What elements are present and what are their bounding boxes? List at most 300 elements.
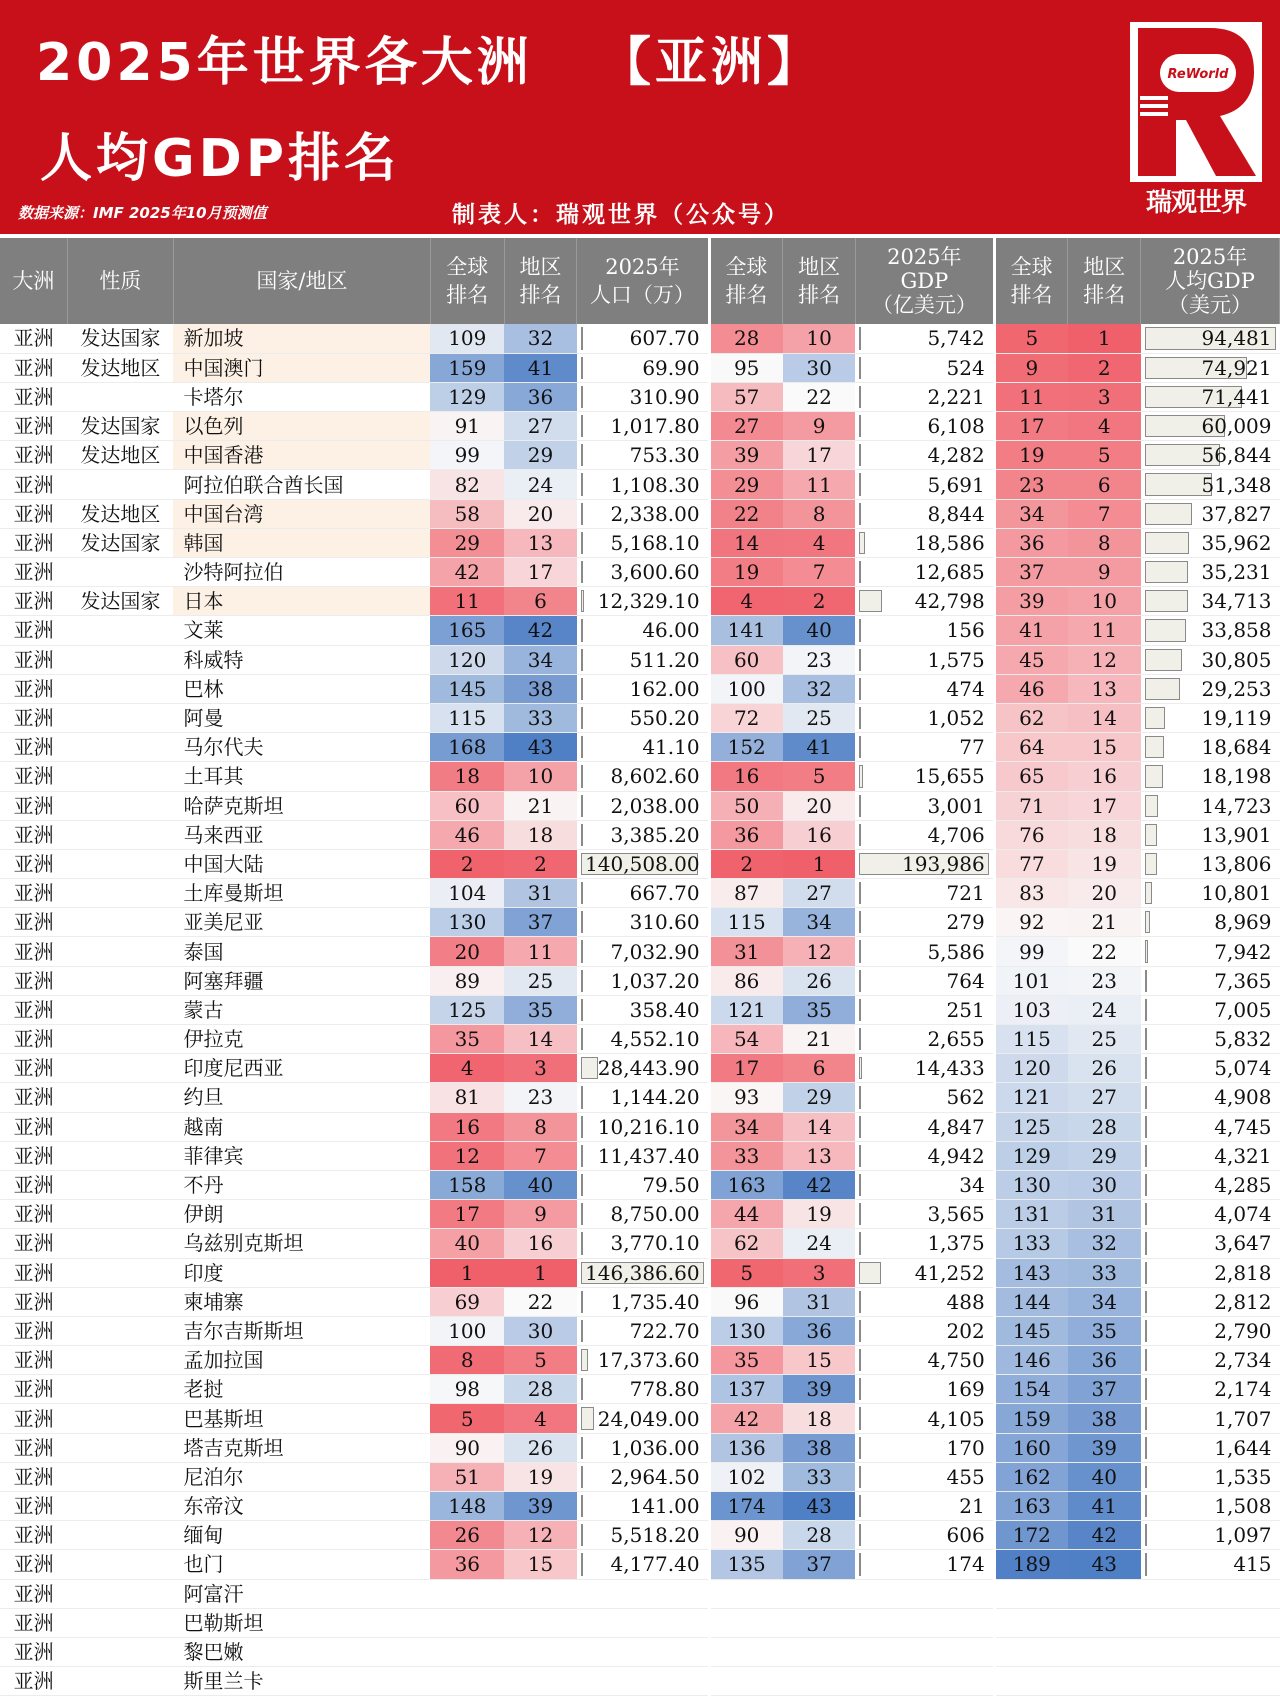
gdp-region-rank-cell: 8 — [783, 499, 856, 528]
pop-bar — [581, 999, 583, 1021]
gdp-region-rank-cell: 35 — [783, 995, 856, 1024]
pcgdp-bar — [1145, 1291, 1147, 1313]
nature-cell — [67, 879, 173, 908]
continent-cell: 亚洲 — [0, 616, 67, 645]
gdp-bar — [859, 911, 861, 933]
pop-global-rank-cell: 69 — [430, 1287, 504, 1316]
pc-global-rank-cell — [994, 1579, 1068, 1608]
table-row — [0, 1287, 1280, 1316]
pc-global-rank-cell: 34 — [994, 499, 1068, 528]
gdp-bar — [859, 678, 861, 700]
pop-global-rank-cell: 40 — [430, 1229, 504, 1258]
gdp-value: 8,844 — [927, 501, 985, 526]
continent-cell: 亚洲 — [0, 937, 67, 966]
pop-value: 1,735.40 — [610, 1289, 700, 1314]
continent-cell: 亚洲 — [0, 1346, 67, 1375]
pop-bar — [581, 824, 583, 846]
continent-cell: 亚洲 — [0, 1579, 67, 1608]
pc-global-rank-cell: 92 — [994, 908, 1068, 937]
pop-global-rank-cell: 98 — [430, 1375, 504, 1404]
pop-global-rank-cell: 148 — [430, 1492, 504, 1521]
gdp-value: 721 — [946, 881, 985, 906]
pcgdp-cell — [1141, 1287, 1280, 1316]
pop-region-rank-cell: 9 — [504, 1200, 577, 1229]
pop-cell — [577, 558, 709, 587]
gdp-global-rank-cell: 28 — [709, 324, 783, 353]
gdp-cell — [855, 1492, 994, 1521]
gdp-cell — [855, 470, 994, 499]
country-cell: 中国澳门 — [173, 353, 430, 382]
pop-cell — [577, 470, 709, 499]
pop-global-rank-cell: 46 — [430, 820, 504, 849]
pop-region-rank-cell: 40 — [504, 1170, 577, 1199]
pcgdp-cell — [1141, 441, 1280, 470]
continent-cell: 亚洲 — [0, 1229, 67, 1258]
gdp-global-rank-cell: 87 — [709, 879, 783, 908]
gdp-bar — [859, 619, 861, 641]
nature-cell — [67, 1229, 173, 1258]
gdp-global-rank-cell: 5 — [709, 1258, 783, 1287]
table-row — [0, 324, 1280, 353]
nature-cell: 发达地区 — [67, 441, 173, 470]
pc-region-rank-cell: 11 — [1068, 616, 1141, 645]
pcgdp-cell — [1141, 995, 1280, 1024]
pcgdp-bar — [1145, 1320, 1147, 1342]
pop-bar — [581, 327, 583, 350]
pc-global-rank-cell: 144 — [994, 1287, 1068, 1316]
pcgdp-value: 56,844 — [1201, 443, 1272, 468]
pop-global-rank-cell: 145 — [430, 674, 504, 703]
pcgdp-value: 5,832 — [1214, 1027, 1272, 1052]
pop-bar — [581, 619, 583, 641]
gdp-region-rank-cell: 29 — [783, 1083, 856, 1112]
pcgdp-value: 33,858 — [1201, 618, 1272, 643]
table-row — [0, 1433, 1280, 1462]
gdp-bar — [859, 444, 861, 466]
pcgdp-cell — [1141, 616, 1280, 645]
country-cell: 孟加拉国 — [173, 1346, 430, 1375]
pop-value: 722.70 — [629, 1318, 700, 1343]
pcgdp-bar — [1145, 765, 1164, 787]
pop-global-rank-cell: 129 — [430, 382, 504, 411]
col-continent: 大洲 — [0, 238, 67, 324]
gdp-global-rank-cell: 141 — [709, 616, 783, 645]
gdp-global-rank-cell: 93 — [709, 1083, 783, 1112]
pop-value: 162.00 — [629, 676, 700, 701]
pcgdp-value: 34,713 — [1201, 589, 1272, 614]
pop-cell — [577, 1608, 709, 1637]
pop-bar — [581, 707, 583, 729]
country-cell: 吉尔吉斯斯坦 — [173, 1316, 430, 1345]
country-cell: 巴基斯坦 — [173, 1404, 430, 1433]
gdp-region-rank-cell: 11 — [783, 470, 856, 499]
pop-value: 141.00 — [629, 1494, 700, 1519]
gdp-region-rank-cell — [783, 1637, 856, 1666]
pop-value: 10,216.10 — [597, 1114, 700, 1139]
pop-value: 1,017.80 — [610, 414, 700, 439]
pop-cell — [577, 1025, 709, 1054]
gdp-global-rank-cell: 152 — [709, 733, 783, 762]
gdp-global-rank-cell: 33 — [709, 1141, 783, 1170]
pcgdp-bar — [1145, 1145, 1147, 1167]
gdp-bar — [859, 1262, 880, 1284]
continent-cell: 亚洲 — [0, 1404, 67, 1433]
gdp-value: 524 — [946, 355, 985, 380]
gdp-global-rank-cell: 163 — [709, 1170, 783, 1199]
continent-cell: 亚洲 — [0, 1462, 67, 1491]
pop-global-rank-cell: 18 — [430, 762, 504, 791]
country-cell: 柬埔寨 — [173, 1287, 430, 1316]
pop-bar — [581, 911, 583, 933]
pcgdp-bar — [1145, 824, 1157, 846]
table-row — [0, 645, 1280, 674]
pcgdp-bar — [1145, 970, 1148, 992]
pcgdp-bar — [1145, 1349, 1147, 1371]
pcgdp-value: 4,321 — [1214, 1143, 1272, 1168]
gdp-value: 279 — [946, 910, 985, 935]
gdp-bar — [859, 1145, 861, 1167]
pop-region-rank-cell: 3 — [504, 1054, 577, 1083]
pc-global-rank-cell: 23 — [994, 470, 1068, 499]
gdp-region-rank-cell — [783, 1667, 856, 1696]
col-gdp: 2025年 GDP （亿美元） — [855, 238, 994, 324]
table-row — [0, 1054, 1280, 1083]
pop-region-rank-cell: 28 — [504, 1375, 577, 1404]
pop-global-rank-cell: 17 — [430, 1200, 504, 1229]
pop-bar — [581, 1320, 583, 1342]
table-row — [0, 470, 1280, 499]
pop-value: 511.20 — [629, 647, 700, 672]
pcgdp-cell — [1141, 674, 1280, 703]
pcgdp-bar — [1145, 853, 1157, 875]
pop-value: 41.10 — [642, 735, 700, 760]
gdp-region-rank-cell: 13 — [783, 1141, 856, 1170]
pop-global-rank-cell: 11 — [430, 587, 504, 616]
gdp-value: 6,108 — [927, 414, 985, 439]
pop-region-rank-cell: 36 — [504, 382, 577, 411]
pop-global-rank-cell: 5 — [430, 1404, 504, 1433]
country-cell: 缅甸 — [173, 1521, 430, 1550]
pop-cell — [577, 528, 709, 557]
pop-region-rank-cell: 32 — [504, 324, 577, 353]
pop-global-rank-cell: 20 — [430, 937, 504, 966]
pc-global-rank-cell: 17 — [994, 412, 1068, 441]
country-cell: 斯里兰卡 — [173, 1667, 430, 1696]
gdp-region-rank-cell: 26 — [783, 966, 856, 995]
country-cell: 越南 — [173, 1112, 430, 1141]
pcgdp-value: 8,969 — [1214, 910, 1272, 935]
pcgdp-bar — [1145, 590, 1188, 612]
gdp-region-rank-cell: 43 — [783, 1492, 856, 1521]
continent-cell: 亚洲 — [0, 1170, 67, 1199]
gdp-cell — [855, 499, 994, 528]
pc-region-rank-cell: 2 — [1068, 353, 1141, 382]
table-row — [0, 908, 1280, 937]
pop-cell — [577, 820, 709, 849]
gdp-region-rank-cell: 19 — [783, 1200, 856, 1229]
pc-region-rank-cell: 17 — [1068, 791, 1141, 820]
pop-region-rank-cell: 25 — [504, 966, 577, 995]
pop-region-rank-cell — [504, 1667, 577, 1696]
pc-region-rank-cell: 36 — [1068, 1346, 1141, 1375]
pop-region-rank-cell: 37 — [504, 908, 577, 937]
pop-bar — [581, 532, 583, 554]
pc-global-rank-cell: 172 — [994, 1521, 1068, 1550]
gdp-cell — [855, 1462, 994, 1491]
table-row — [0, 937, 1280, 966]
gdp-cell — [855, 849, 994, 878]
country-cell: 日本 — [173, 587, 430, 616]
pc-region-rank-cell: 9 — [1068, 558, 1141, 587]
table-row — [0, 1170, 1280, 1199]
col-country: 国家/地区 — [173, 238, 430, 324]
pop-cell — [577, 1550, 709, 1579]
pcgdp-value: 94,481 — [1201, 326, 1272, 351]
pcgdp-cell — [1141, 412, 1280, 441]
gdp-global-rank-cell: 31 — [709, 937, 783, 966]
nature-cell — [67, 1170, 173, 1199]
pcgdp-value: 35,962 — [1201, 530, 1272, 555]
pop-region-rank-cell: 22 — [504, 1287, 577, 1316]
pcgdp-bar — [1145, 1174, 1147, 1196]
nature-cell — [67, 849, 173, 878]
gdp-bar — [859, 561, 861, 583]
pcgdp-value: 13,901 — [1201, 822, 1272, 847]
pcgdp-cell — [1141, 1316, 1280, 1345]
nature-cell: 发达地区 — [67, 499, 173, 528]
title-banner — [0, 0, 1280, 234]
continent-cell: 亚洲 — [0, 324, 67, 353]
gdp-global-rank-cell: 27 — [709, 412, 783, 441]
pop-cell — [577, 1579, 709, 1608]
pop-region-rank-cell: 39 — [504, 1492, 577, 1521]
gdp-region-rank-cell: 7 — [783, 558, 856, 587]
pcgdp-bar — [1145, 1466, 1147, 1488]
table-row — [0, 791, 1280, 820]
pc-global-rank-cell: 146 — [994, 1346, 1068, 1375]
pop-global-rank-cell: 2 — [430, 849, 504, 878]
country-cell: 蒙古 — [173, 995, 430, 1024]
pop-global-rank-cell: 51 — [430, 1462, 504, 1491]
pop-bar — [581, 590, 584, 612]
gdp-global-rank-cell — [709, 1608, 783, 1637]
pcgdp-cell — [1141, 1054, 1280, 1083]
country-cell: 阿富汗 — [173, 1579, 430, 1608]
pc-global-rank-cell — [994, 1637, 1068, 1666]
pc-region-rank-cell: 38 — [1068, 1404, 1141, 1433]
nature-cell — [67, 1433, 173, 1462]
gdp-bar — [859, 1028, 861, 1050]
table-row — [0, 1316, 1280, 1345]
pop-region-rank-cell: 10 — [504, 762, 577, 791]
pop-cell — [577, 587, 709, 616]
pcgdp-cell — [1141, 733, 1280, 762]
gdp-cell — [855, 1346, 994, 1375]
continent-cell: 亚洲 — [0, 1433, 67, 1462]
pcgdp-value: 1,508 — [1214, 1494, 1272, 1519]
gdp-region-rank-cell: 33 — [783, 1462, 856, 1491]
gdp-value: 4,847 — [927, 1114, 985, 1139]
pc-global-rank-cell: 160 — [994, 1433, 1068, 1462]
pc-global-rank-cell: 5 — [994, 324, 1068, 353]
pc-region-rank-cell: 4 — [1068, 412, 1141, 441]
pcgdp-cell — [1141, 1346, 1280, 1375]
gdp-bar — [859, 532, 864, 554]
pc-region-rank-cell: 25 — [1068, 1025, 1141, 1054]
country-cell: 塔吉克斯坦 — [173, 1433, 430, 1462]
pop-global-rank-cell: 168 — [430, 733, 504, 762]
gdp-region-rank-cell: 17 — [783, 441, 856, 470]
gdp-global-rank-cell: 136 — [709, 1433, 783, 1462]
pcgdp-value: 13,806 — [1201, 851, 1272, 876]
country-cell: 菲律宾 — [173, 1141, 430, 1170]
gdp-cell — [855, 587, 994, 616]
gdp-region-rank-cell: 24 — [783, 1229, 856, 1258]
gdp-global-rank-cell: 62 — [709, 1229, 783, 1258]
pc-region-rank-cell: 42 — [1068, 1521, 1141, 1550]
gdp-bar — [859, 1524, 861, 1546]
country-cell: 韩国 — [173, 528, 430, 557]
gdp-bar — [859, 590, 881, 612]
gdp-bar — [859, 1495, 861, 1517]
pc-global-rank-cell: 76 — [994, 820, 1068, 849]
pc-region-rank-cell — [1068, 1608, 1141, 1637]
pop-value: 146,386.60 — [585, 1260, 700, 1285]
nature-cell — [67, 558, 173, 587]
pop-region-rank-cell: 11 — [504, 937, 577, 966]
pop-region-rank-cell — [504, 1608, 577, 1637]
pcgdp-cell — [1141, 1462, 1280, 1491]
pc-global-rank-cell: 159 — [994, 1404, 1068, 1433]
gdp-region-rank-cell: 39 — [783, 1375, 856, 1404]
gdp-value: 1,575 — [927, 647, 985, 672]
pcgdp-bar — [1145, 795, 1159, 817]
table-row — [0, 1579, 1280, 1608]
pcgdp-cell — [1141, 879, 1280, 908]
pop-cell — [577, 908, 709, 937]
pop-cell — [577, 1492, 709, 1521]
country-cell: 阿塞拜疆 — [173, 966, 430, 995]
pc-region-rank-cell: 12 — [1068, 645, 1141, 674]
pc-global-rank-cell: 189 — [994, 1550, 1068, 1579]
country-cell: 马尔代夫 — [173, 733, 430, 762]
pcgdp-bar — [1145, 1232, 1147, 1254]
nature-cell — [67, 762, 173, 791]
pc-global-rank-cell: 131 — [994, 1200, 1068, 1229]
continent-cell: 亚洲 — [0, 1054, 67, 1083]
pop-cell — [577, 966, 709, 995]
gdp-cell — [855, 937, 994, 966]
pop-value: 358.40 — [629, 997, 700, 1022]
pcgdp-value: 37,827 — [1201, 501, 1272, 526]
gdp-region-rank-cell: 21 — [783, 1025, 856, 1054]
pcgdp-value: 35,231 — [1201, 560, 1272, 585]
pop-value: 2,038.00 — [610, 793, 700, 818]
pcgdp-cell — [1141, 382, 1280, 411]
country-cell: 印度尼西亚 — [173, 1054, 430, 1083]
col-pcgdp: 2025年 人均GDP （美元） — [1141, 238, 1280, 324]
table-header-row — [0, 238, 1280, 324]
pc-region-rank-cell: 39 — [1068, 1433, 1141, 1462]
pop-bar — [581, 503, 583, 525]
pc-global-rank-cell: 120 — [994, 1054, 1068, 1083]
table-row — [0, 1462, 1280, 1491]
pc-global-rank-cell: 162 — [994, 1462, 1068, 1491]
pop-value: 4,177.40 — [610, 1552, 700, 1577]
gdp-region-rank-cell: 32 — [783, 674, 856, 703]
gdp-global-rank-cell: 115 — [709, 908, 783, 937]
nature-cell — [67, 1637, 173, 1666]
gdp-cell — [855, 528, 994, 557]
pcgdp-cell — [1141, 820, 1280, 849]
pc-global-rank-cell: 83 — [994, 879, 1068, 908]
pop-global-rank-cell: 58 — [430, 499, 504, 528]
gdp-bar — [859, 1203, 861, 1225]
pop-cell — [577, 1316, 709, 1345]
gdp-global-rank-cell: 100 — [709, 674, 783, 703]
pop-cell — [577, 324, 709, 353]
gdp-cell — [855, 1433, 994, 1462]
pop-cell — [577, 1346, 709, 1375]
gdp-value: 1,052 — [927, 706, 985, 731]
nature-cell: 发达国家 — [67, 587, 173, 616]
gdp-global-rank-cell: 17 — [709, 1054, 783, 1083]
pcgdp-value: 71,441 — [1201, 384, 1272, 409]
gdp-bar — [859, 649, 861, 671]
pop-bar — [581, 473, 583, 495]
gdp-value: 18,586 — [914, 530, 985, 555]
pop-bar — [581, 1378, 583, 1400]
gdp-bar — [859, 940, 861, 962]
pc-region-rank-cell: 20 — [1068, 879, 1141, 908]
pop-global-rank-cell: 99 — [430, 441, 504, 470]
gdp-cell — [855, 1550, 994, 1579]
pop-bar — [581, 765, 583, 787]
table-row — [0, 616, 1280, 645]
pc-region-rank-cell: 43 — [1068, 1550, 1141, 1579]
pop-cell — [577, 703, 709, 732]
gdp-value: 14,433 — [914, 1056, 985, 1081]
gdp-bar — [859, 1291, 861, 1313]
gdp-value: 455 — [946, 1464, 985, 1489]
pop-region-rank-cell: 4 — [504, 1404, 577, 1433]
gdp-value: 251 — [946, 997, 985, 1022]
pop-global-rank-cell: 36 — [430, 1550, 504, 1579]
gdp-bar — [859, 1466, 861, 1488]
pc-region-rank-cell: 41 — [1068, 1492, 1141, 1521]
gdp-region-rank-cell: 36 — [783, 1316, 856, 1345]
nature-cell — [67, 1287, 173, 1316]
table-row — [0, 1608, 1280, 1637]
nature-cell: 发达国家 — [67, 324, 173, 353]
gdp-cell — [855, 1200, 994, 1229]
pc-region-rank-cell: 3 — [1068, 382, 1141, 411]
country-cell: 土库曼斯坦 — [173, 879, 430, 908]
continent-cell: 亚洲 — [0, 499, 67, 528]
table-row — [0, 1258, 1280, 1287]
pc-global-rank-cell: 64 — [994, 733, 1068, 762]
pc-global-rank-cell: 145 — [994, 1316, 1068, 1345]
pop-region-rank-cell — [504, 1637, 577, 1666]
gdp-global-rank-cell: 50 — [709, 791, 783, 820]
country-cell: 老挝 — [173, 1375, 430, 1404]
gdp-region-rank-cell: 31 — [783, 1287, 856, 1316]
pop-value: 753.30 — [629, 443, 700, 468]
gdp-cell — [855, 791, 994, 820]
gdp-bar — [859, 970, 861, 992]
gdp-value: 5,742 — [927, 326, 985, 351]
pc-region-rank-cell: 5 — [1068, 441, 1141, 470]
